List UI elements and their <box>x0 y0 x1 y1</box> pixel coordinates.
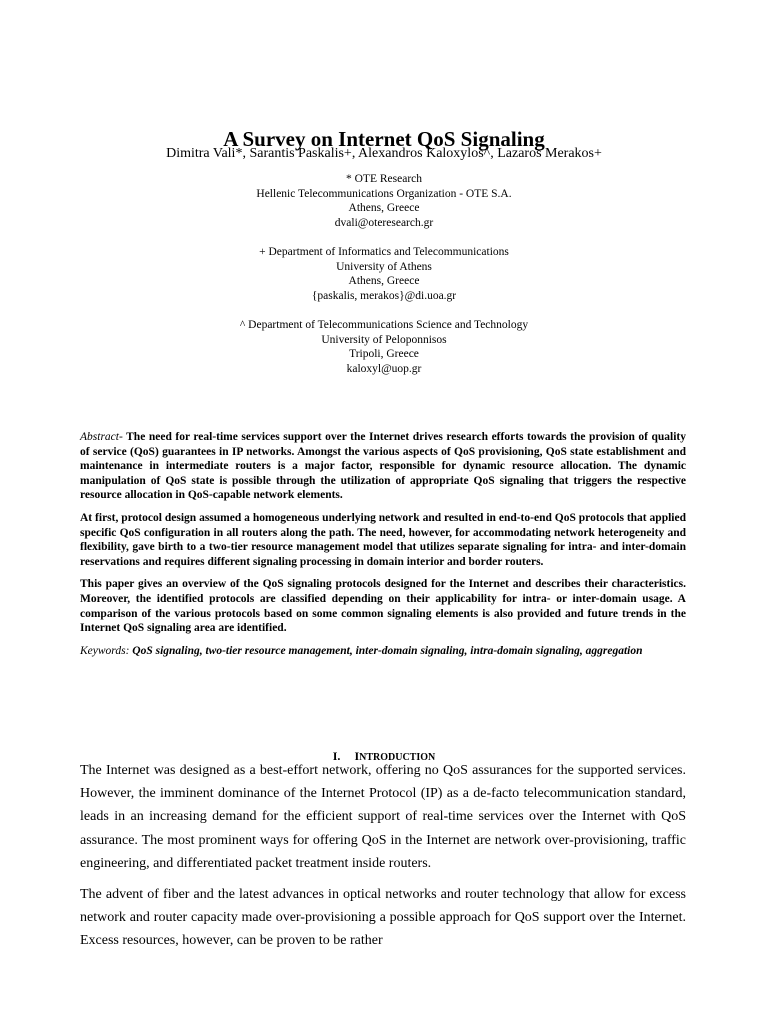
abstract-lead: Abstract- <box>80 431 123 443</box>
abstract-paragraph-2: At first, protocol design assumed a homogeneous underlying network and resulted in end-to-end QoS protocols that applied specific QoS configuration in all routers along the path. The need, however, for accommodating network heterogeneity and flexibility, gave birth to a two-tier resource management model that utilizes separate signaling for intra- and inter-domain reservations and requires different signaling processing in domain interior and border routers. <box>80 511 686 568</box>
affiliation-line: University of Peloponnisos <box>321 333 447 346</box>
affiliation-line: * OTE Research <box>346 173 422 185</box>
author-list: Dimitra Vali*, Sarantis Paskalis+, Alexandros Kaloxylos^, Lazaros Merakos+ <box>166 146 602 161</box>
affiliations <box>0 172 768 391</box>
affiliation-line: Hellenic Telecommunications Organization - OTE S.A. <box>256 187 512 200</box>
affiliation-email: kaloxyl@uop.gr <box>346 362 422 375</box>
affiliation-ote <box>0 172 768 230</box>
keywords-text: QoS signaling, two-tier resource management, inter-domain signaling, intra-domain signaling, aggregation <box>129 644 643 657</box>
body-paragraph: The Internet was designed as a best-effort network, offering no QoS assurances for the supported services. However, the imminent dominance of the Internet Protocol (IP) as a de-facto telecommunication standard, leads in an increasing demand for the efficient support of real-time services over the Internet with QoS assurance. The most prominent ways for offering QoS in the Internet are network over-provisioning, traffic engineering, and differentiated packet treatment inside routers. <box>80 763 686 871</box>
body-paragraph: The advent of fiber and the latest advances in optical networks and router technology that allow for excess network and router capacity made over-provisioning a possible approach for QoS support over the Internet. Excess resources, however, can be proven to be rather <box>80 887 686 949</box>
keywords <box>80 644 686 659</box>
abstract-paragraph-1 <box>80 430 686 503</box>
affiliation-line: + Department of Informatics and Telecommunications <box>259 245 509 258</box>
introduction-body <box>80 759 686 961</box>
section-title-rest: NTRODUCTION <box>359 751 436 763</box>
affiliation-email: {paskalis, merakos}@di.uoa.gr <box>311 289 457 302</box>
affiliation-email: dvali@oteresearch.gr <box>334 216 434 229</box>
abstract <box>80 430 686 666</box>
affiliation-line: Athens, Greece <box>348 275 420 288</box>
section-number: I. <box>332 748 341 763</box>
affiliation-uoa <box>0 245 768 303</box>
affiliation-line: University of Athens <box>336 260 432 273</box>
affiliation-uop <box>0 318 768 376</box>
section-title-initial: I <box>354 748 360 763</box>
affiliation-line: ^ Department of Telecommunications Science and Technology <box>239 318 529 331</box>
keywords-lead: Keywords: <box>80 644 130 657</box>
affiliation-line: Tripoli, Greece <box>349 348 419 361</box>
affiliation-line: Athens, Greece <box>348 202 420 215</box>
abstract-paragraph-3: This paper gives an overview of the QoS signaling protocols designed for the Internet and describes their characteristics. Moreover, the identified protocols are classified depending on their applicability for intra- or inter-domain usage. A comparison of the various protocols based on some common signaling elements is also provided and future trends in the Internet QoS signaling area are identified. <box>80 578 686 635</box>
abstract-text: The need for real-time services support over the Internet drives research efforts towards the provision of quality of service (QoS) guarantees in IP networks. Amongst the various aspects of QoS provisioning, QoS state establishment and maintenance in intermediate routers is a major factor, responsible for dynamic resource allocation. The dynamic manipulation of QoS state is possible through the utilization of appropriate QoS signaling that triggers the respective resource allocation in QoS-capable network elements. <box>80 431 686 502</box>
paper-title: A Survey on Internet QoS Signaling <box>223 127 545 152</box>
